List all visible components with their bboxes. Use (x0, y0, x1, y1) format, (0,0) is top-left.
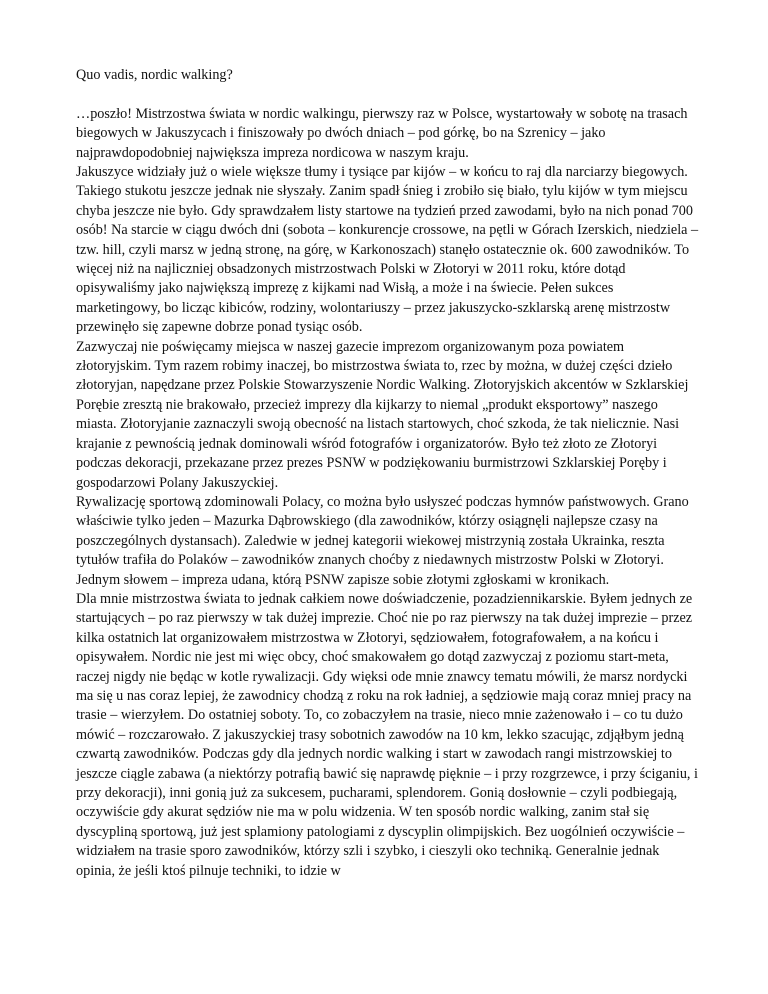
paragraph-4: Rywalizację sportową zdominowali Polacy, co można było usłyszeć podczas hymnów państwowych. Grano właściwie tylko jeden – Mazurka Dąbrowskiego (dla zawodników, którzy osiągnęli najlepsze czasy na poszczególnych dystansach). Zaledwie w jednej kategorii wiekowej mistrzynią została Ukrainka, reszta tytułów trafiła do Polaków – zawodników znanych choćby z niedawnych mistrzostw Polski w Złotoryi. (76, 493, 689, 569)
paragraph-1: …poszło! Mistrzostwa świata w nordic walkingu, pierwszy raz w Polsce, wystartowały w sobotę na trasach biegowych w Jakuszycach i finiszowały po dwóch dniach – pod górkę, bo na Szrenicy – jako najprawdopodobniej największa impreza nordicowa w naszym kraju. (76, 105, 688, 161)
document-title: Quo vadis, nordic walking? (76, 67, 233, 83)
paragraph-5: Jednym słowem – impreza udana, którą PSNW zapisze sobie złotymi zgłoskami w kronikach. (76, 571, 610, 588)
document-page (76, 66, 701, 881)
paragraph-3: Zazwyczaj nie poświęcamy miejsca w naszej gazecie imprezom organizowanym poza powiatem złotoryjskim. Tym razem robimy inaczej, bo mistrzostwa świata to, rzec by można, w dużej części dzieło złotoryjan, napędzane przez Polskie Stowarzyszenie Nordic Walking. Złotoryjskich akcentów w Szklarskiej Porębie zresztą nie brakowało, przecież imprezy dla kijkarzy to niemal „produkt eksportowy” naszego miasta. Złotoryjanie zaznaczyli swoją obecność na listach startowych, choć szkoda, że tak nielicznie. Nasi krajanie z pewnością jednak dominowali wśród fotografów i organizatorów. Było też złoto ze Złotoryi podczas dekoracji, przekazane przez prezes PSNW w podziękowaniu burmistrzowi Szklarskiej Poręby i gospodarzowi Polany Jakuszyckiej. (76, 338, 689, 491)
paragraph-6: Dla mnie mistrzostwa świata to jednak całkiem nowe doświadczenie, pozadziennikarskie. Byłem jednych ze startujących – po raz pierwszy w tak dużej imprezie. Choć nie po raz pierwszy na tak dużej imprezie – przez kilka ostatnich lat organizowałem mistrzostwa w Złotoryi, sędziowałem, fotografowałem, a na końcu i opisywałem. Nordic nie jest mi więc obcy, choć smakowałem go dotąd zazwyczaj z poziomu start-meta, raczej nigdy nie będąc w kotle rywalizacji. Gdy więksi ode mnie znawcy tematu mówili, że marsz nordycki ma się u nas coraz lepiej, że zawodnicy chodzą z roku na rok ładniej, a sędziowie mają coraz mniej pracy na trasie – wierzyłem. Do ostatniej soboty. To, co zobaczyłem na trasie, nieco mnie zażenowało i – co tu dużo mówić – rozczarowało. Z jakuszyckiej trasy sobotnich zawodów na 10 km, lekko szacując, zdjąłbym jedną czwartą zawodników. Podczas gdy dla jednych nordic walking i start w zawodach rangi mistrzowskiej to jeszcze ciągle zabawa (a niektórzy potrafią bawić się naprawdę pięknie – i przy rozgrzewce, i przy ściganiu, i przy dekoracji), inni gonią już za sukcesem, pucharami, splendorem. Gonią dosłownie – czyli podbiegają, oczywiście gdy akurat sędziów nie ma w polu widzenia. W ten sposób nordic walking, zanim stał się dyscypliną sportową, już jest splamiony patologiami z dyscyplin olimpijskich. Bez uogólnień oczywiście – widziałem na trasie sporo zawodników, którzy szli i szybko, i cieszyli oko techniką. Generalnie jednak opinia, że jeśli ktoś pilnuje techniki, to idzie w (76, 590, 698, 879)
paragraph-2: Jakuszyce widziały już o wiele większe tłumy i tysiące par kijów – w końcu to raj dla narciarzy biegowych. Takiego stukotu jeszcze jednak nie słyszały. Zanim spadł śnieg i zrobiło się biało, tylu kijów w tym miejscu chyba jeszcze nie było. Gdy sprawdzałem listy startowe na tydzień przed zawodami, było na nich ponad 700 osób! Na starcie w ciągu dwóch dni (sobota – konkurencje crossowe, na pętli w Górach Izerskich, niedziela – tzw. hill, czyli marsz w jedną stronę, na górę, w Karkonoszach) stanęło ostatecznie ok. 600 zawodników. To więcej niż na najliczniej obsadzonych mistrzostwach Polski w Złotoryi w 2011 roku, które dotąd opisywaliśmy jako największą imprezę z kijkami nad Wisłą, a może i na świecie. Pełen sukces marketingowy, bo licząc kibiców, rodziny, wolontariuszy – przez jakuszycko-szklarską arenę mistrzostw przewinęło się zapewne dobrze ponad tysiąc osób. (76, 164, 699, 336)
